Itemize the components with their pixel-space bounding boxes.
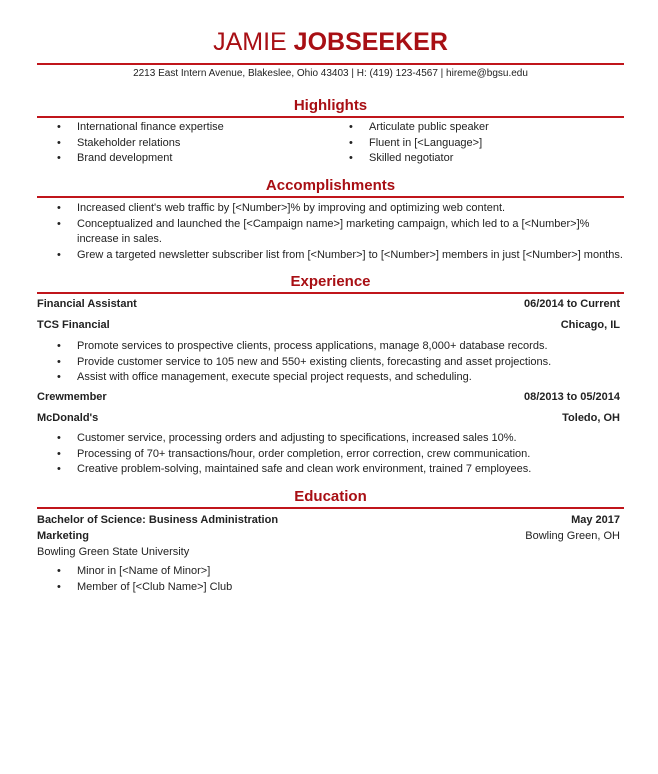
- education-major-row: [37, 529, 620, 543]
- job-location: Toledo, OH: [562, 412, 620, 424]
- bullet-icon: •: [349, 152, 353, 164]
- degree: Bachelor of Science: Business Administration: [37, 514, 279, 526]
- bullet-icon: •: [57, 432, 61, 444]
- job-title: Crewmember: [37, 391, 107, 403]
- highlight-item: • Fluent in [<Language>]: [329, 136, 624, 152]
- section-divider-accomplishments: [37, 196, 624, 198]
- bullet-icon: •: [57, 202, 61, 214]
- education-bullet: • Minor in [<Name of Minor>]: [37, 564, 624, 580]
- accomplishment-item: • Conceptualized and launched the [<Campaign name>] marketing campaign, which led to a [<Number>]% increase in sales.: [57, 217, 590, 245]
- section-divider-experience: [37, 292, 624, 294]
- highlights-right-list: [329, 120, 624, 167]
- accomplishments-list: [37, 201, 624, 263]
- job-bullets: [37, 431, 624, 478]
- job-bullet: • Processing of 70+ transactions/hour, order completion, error correction, crew communication.: [37, 447, 624, 463]
- job-bullet: • Promote services to prospective clients, process applications, manage 8,000+ database records.: [37, 339, 624, 355]
- contact-info: 2213 East Intern Avenue, Blakeslee, Ohio 43403 | H: (419) 123-4567 | hireme@bgsu.edu: [133, 68, 528, 79]
- job-company: McDonald's: [37, 412, 99, 424]
- job-company-row: [37, 411, 620, 425]
- highlights-left-list: [37, 120, 329, 167]
- job-bullet: • Provide customer service to 105 new and 550+ existing clients, forecasting and asset projections.: [37, 355, 624, 371]
- bullet-icon: •: [57, 371, 61, 383]
- bullet-icon: •: [57, 355, 61, 368]
- candidate-name: [37, 27, 624, 57]
- job-location: Chicago, IL: [560, 319, 620, 331]
- education-degree-row: [37, 513, 620, 527]
- job-bullets: [37, 339, 624, 386]
- highlight-item: • Stakeholder relations: [37, 136, 329, 152]
- major: Marketing: [37, 530, 89, 542]
- job-dates: 08/2013 to 05/2014: [523, 391, 620, 403]
- first-name: JAMIE: [213, 28, 287, 56]
- section-title-accomplishments: Accomplishments: [265, 177, 396, 194]
- job-bullet: • Creative problem-solving, maintained safe and clean work environment, trained 7 employees.: [37, 462, 624, 478]
- school-location: Bowling Green, OH: [525, 530, 620, 542]
- graduation-date: May 2017: [571, 514, 620, 526]
- section-title-education: Education: [294, 488, 367, 505]
- section-title-experience: Experience: [290, 273, 371, 290]
- bullet-icon: •: [57, 152, 61, 164]
- job-title: Financial Assistant: [37, 298, 137, 310]
- bullet-icon: •: [349, 136, 353, 149]
- section-divider-education: [37, 507, 624, 509]
- bullet-icon: •: [57, 121, 61, 133]
- job-company-row: [37, 318, 620, 332]
- bullet-icon: •: [349, 121, 353, 133]
- bullet-icon: •: [57, 447, 61, 460]
- header-divider: [37, 63, 624, 65]
- bullet-icon: •: [57, 248, 61, 261]
- bullet-icon: •: [57, 136, 61, 149]
- bullet-icon: •: [57, 217, 61, 230]
- highlight-item: • International finance expertise: [37, 120, 329, 136]
- last-name: JOBSEEKER: [293, 28, 448, 56]
- section-divider-highlights: [37, 116, 624, 118]
- bullet-icon: •: [57, 463, 61, 475]
- accomplishment-item: • Increased client's web traffic by [<Number>]% by improving and optimizing web content.: [37, 201, 624, 217]
- accomplishment-item: • Grew a targeted newsletter subscriber list from [<Number>] to [<Number>] members in just [<Number>] months.: [37, 248, 624, 264]
- job-dates: 06/2014 to Current: [524, 298, 620, 310]
- education-bullet: • Member of [<Club Name>] Club: [37, 580, 624, 596]
- school-name: Bowling Green State University: [37, 546, 190, 558]
- job-header: [37, 390, 620, 404]
- job-header: [37, 297, 620, 311]
- job-bullet: • Assist with office management, execute special project requests, and scheduling.: [37, 370, 624, 386]
- bullet-icon: •: [57, 580, 61, 593]
- section-title-highlights: Highlights: [293, 97, 368, 114]
- highlight-item: • Articulate public speaker: [329, 120, 624, 136]
- education-school-row: [37, 545, 620, 559]
- education-bullets: [37, 564, 624, 595]
- job-bullet: • Customer service, processing orders and adjusting to specifications, increased sales 10%.: [37, 431, 624, 447]
- bullet-icon: •: [57, 565, 61, 577]
- highlight-item: • Skilled negotiator: [329, 151, 624, 167]
- bullet-icon: •: [57, 340, 61, 352]
- job-company: TCS Financial: [37, 319, 110, 331]
- highlight-item: • Brand development: [37, 151, 329, 167]
